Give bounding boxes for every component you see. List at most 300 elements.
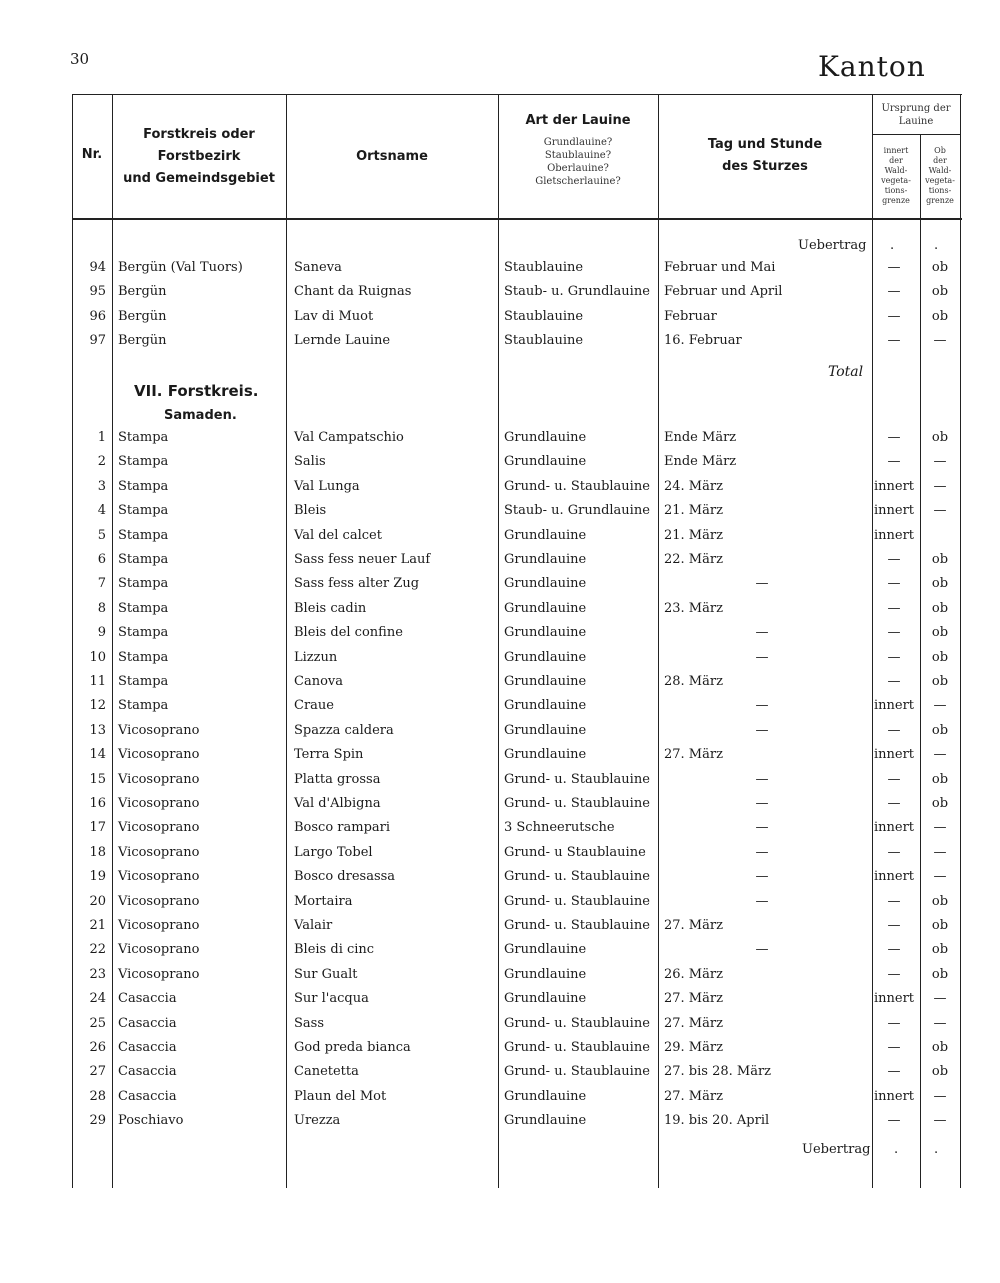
cell-art: Grund- u. Staublauine [504, 771, 650, 787]
cell-ortsname: Val d'Albigna [294, 796, 381, 811]
table-row [72, 1085, 962, 1109]
header-innert-3: Wald- [884, 166, 908, 175]
cell-innert: — [887, 796, 901, 811]
uebertrag-top-mark-ob: . [934, 238, 939, 253]
table-row [72, 450, 962, 474]
table-top-rule [72, 94, 962, 95]
table-row [72, 646, 962, 670]
cell-ortsname: Sass fess alter Zug [294, 576, 420, 592]
cell-ortsname: Bleis del confine [294, 625, 403, 641]
header-art-sub [498, 136, 658, 188]
cell-nr: 10 [89, 649, 106, 665]
table-row [72, 792, 962, 816]
cell-tag: 21. März [664, 503, 723, 519]
table-row [72, 548, 962, 572]
cell-nr: 11 [89, 674, 106, 689]
cell-forstkreis: Vicosoprano [118, 771, 200, 787]
cell-art: 3 Schneerutsche [504, 820, 615, 836]
cell-innert: — [887, 1040, 901, 1055]
table-row [72, 768, 962, 792]
cell-innert: — [887, 625, 901, 641]
cell-art: Grundlauine [504, 625, 587, 641]
cell-ob: ob [931, 284, 949, 300]
table-row [72, 329, 962, 353]
cell-tag: Februar und April [664, 284, 783, 300]
cell-art: Staublauine [504, 260, 584, 275]
cell-forstkreis: Casaccia [118, 1088, 177, 1104]
cell-ob: — [933, 333, 947, 349]
cell-forstkreis: Vicosoprano [118, 893, 200, 909]
cell-ortsname: Craue [294, 698, 334, 714]
cell-innert: innert [874, 1088, 915, 1104]
header-innert [872, 146, 920, 206]
cell-art: Grundlauine [504, 430, 587, 445]
cell-art: Staublauine [504, 333, 584, 349]
cell-forstkreis: Stampa [118, 552, 169, 567]
table-row [72, 719, 962, 743]
cell-tag: 22. März [664, 552, 723, 567]
cell-art: Staub- u. Grundlauine [504, 503, 650, 519]
header-art: Art der Lauine [525, 113, 631, 128]
cell-ortsname: Terra Spin [294, 747, 364, 763]
cell-art: Grund- u Staublauine [504, 844, 646, 860]
cell-ortsname: Valair [294, 918, 333, 933]
cell-ortsname: Bosco dresassa [294, 869, 396, 885]
cell-tag: — [755, 625, 769, 641]
header-art-sub-4: Gletscherlauine? [535, 176, 621, 187]
header-art-sub-1: Grundlauine? [543, 137, 613, 148]
cell-art: Staub- u. Grundlauine [504, 284, 650, 300]
cell-art: Grundlauine [504, 600, 587, 616]
cell-ortsname: Bleis [294, 503, 327, 519]
cell-forstkreis: Bergün [118, 308, 167, 324]
header-nr: Nr. [81, 147, 103, 162]
cell-tag: — [755, 649, 769, 665]
cell-ob: ob [931, 430, 949, 445]
cell-forstkreis: Bergün [118, 284, 167, 300]
cell-forstkreis: Vicosoprano [118, 747, 200, 763]
uebertrag-bottom: Uebertrag [802, 1142, 871, 1157]
cell-nr: 18 [89, 844, 106, 860]
table-row [72, 426, 962, 450]
cell-nr: 22 [89, 942, 106, 958]
cell-nr: 16 [89, 796, 106, 811]
cell-art: Grundlauine [504, 674, 587, 689]
cell-forstkreis: Stampa [118, 478, 169, 494]
cell-ortsname: Sur l'acqua [294, 991, 369, 1007]
cell-ob: ob [931, 674, 949, 689]
cell-art: Grundlauine [504, 966, 587, 982]
cell-art: Grundlauine [504, 722, 587, 738]
header-innert-2: der [889, 156, 903, 165]
table-row [72, 743, 962, 767]
cell-ob: ob [931, 918, 949, 933]
cell-nr: 12 [89, 698, 106, 714]
cell-nr: 28 [89, 1088, 106, 1104]
cell-tag: 27. März [664, 991, 723, 1007]
cell-nr: 27 [89, 1064, 106, 1080]
cell-nr: 14 [89, 747, 106, 763]
header-ob-1: Ob [934, 146, 946, 155]
table-row [72, 963, 962, 987]
cell-forstkreis: Vicosoprano [118, 796, 200, 811]
cell-innert: innert [874, 820, 915, 836]
cell-ortsname: Lizzun [294, 649, 338, 665]
cell-innert: — [887, 600, 901, 616]
cell-forstkreis: Vicosoprano [118, 820, 200, 836]
cell-tag: 27. März [664, 918, 723, 933]
table-row [72, 841, 962, 865]
cell-forstkreis: Casaccia [118, 1015, 177, 1031]
cell-ob: ob [931, 308, 949, 324]
header-tag [658, 134, 872, 178]
cell-tag: 27. März [664, 747, 723, 763]
table-row [72, 890, 962, 914]
cell-innert: — [887, 918, 901, 933]
cell-nr: 9 [97, 625, 106, 641]
header-tag-line2: des Sturzes [722, 159, 808, 174]
cell-innert: — [887, 1064, 901, 1080]
cell-ob: ob [931, 966, 949, 982]
header-ob-6: grenze [926, 196, 954, 205]
header-ob-2: der [933, 156, 947, 165]
cell-ob: — [933, 454, 947, 470]
table-row [72, 1012, 962, 1036]
page-number: 30 [70, 50, 90, 68]
uebertrag-bottom-mark-innert: . [894, 1142, 899, 1157]
cell-tag: 27. bis 28. März [664, 1064, 772, 1080]
cell-innert: innert [874, 503, 915, 519]
table-row [72, 597, 962, 621]
cell-nr: 24 [89, 991, 106, 1007]
cell-forstkreis: Vicosoprano [118, 869, 200, 885]
cell-innert: innert [874, 869, 915, 885]
cell-ob: ob [931, 796, 949, 811]
uebertrag-bottom-mark-ob: . [934, 1142, 939, 1157]
table-row [72, 1036, 962, 1060]
cell-art: Grundlauine [504, 1113, 587, 1129]
cell-art: Grund- u. Staublauine [504, 918, 650, 933]
table-row [72, 938, 962, 962]
cell-nr: 8 [97, 600, 106, 616]
header-art-sub-3: Oberlauine? [547, 163, 609, 174]
cell-forstkreis: Casaccia [118, 1040, 177, 1055]
cell-innert: — [887, 966, 901, 982]
header-art-sub-2: Staublauine? [544, 150, 612, 161]
cell-tag: 19. bis 20. April [664, 1113, 770, 1129]
table-row [72, 670, 962, 694]
cell-ortsname: Saneva [294, 260, 342, 275]
cell-ortsname: Lernde Lauine [294, 333, 391, 349]
cell-ob: ob [931, 771, 949, 787]
cell-ob: — [933, 503, 947, 519]
table-row [72, 1109, 962, 1133]
table-row [72, 694, 962, 718]
cell-forstkreis: Stampa [118, 527, 169, 543]
cell-forstkreis: Vicosoprano [118, 966, 200, 982]
cell-art: Grundlauine [504, 747, 587, 763]
cell-ob: ob [931, 1064, 949, 1080]
cell-ortsname: Canetetta [294, 1064, 359, 1080]
cell-innert: — [887, 430, 901, 445]
cell-nr: 96 [89, 308, 106, 324]
header-kreis [112, 124, 286, 190]
cell-ortsname: Urezza [294, 1113, 341, 1129]
cell-tag: — [755, 942, 769, 958]
cell-tag: Februar [664, 308, 717, 324]
cell-forstkreis: Vicosoprano [118, 844, 200, 860]
cell-forstkreis: Poschiavo [118, 1113, 184, 1129]
cell-nr: 25 [89, 1015, 106, 1031]
cell-art: Grundlauine [504, 454, 587, 470]
cell-ob: — [933, 747, 947, 763]
header-ursprung-line2: Lauine [898, 116, 934, 127]
cell-nr: 13 [89, 722, 106, 738]
cell-tag: 27. März [664, 1015, 723, 1031]
header-ursprung [872, 102, 960, 128]
header-ob-4: vegeta- [925, 176, 955, 185]
cell-art: Grund- u. Staublauine [504, 796, 650, 811]
cell-art: Grundlauine [504, 649, 587, 665]
cell-art: Grundlauine [504, 942, 587, 958]
cell-art: Grund- u. Staublauine [504, 893, 650, 909]
cell-ortsname: Bleis di cinc [294, 942, 375, 958]
cell-innert: — [887, 576, 901, 592]
cell-tag: — [755, 893, 769, 909]
cell-innert: — [887, 674, 901, 689]
cell-forstkreis: Casaccia [118, 991, 177, 1007]
cell-nr: 26 [89, 1040, 106, 1055]
cell-art: Grundlauine [504, 991, 587, 1007]
header-innert-5: tions- [884, 186, 908, 195]
cell-forstkreis: Bergün [118, 333, 167, 349]
cell-tag: — [755, 796, 769, 811]
cell-tag: 16. Februar [664, 333, 742, 349]
cell-ob: ob [931, 576, 949, 592]
cell-innert: — [887, 649, 901, 665]
header-ob [920, 146, 960, 206]
cell-nr: 6 [97, 552, 106, 567]
cell-ortsname: Platta grossa [294, 771, 381, 787]
cell-nr: 2 [97, 454, 106, 470]
cell-ortsname: God preda bianca [294, 1040, 411, 1055]
cell-nr: 17 [89, 820, 106, 836]
cell-ob: — [933, 869, 947, 885]
cell-forstkreis: Stampa [118, 576, 169, 592]
cell-innert: innert [874, 991, 915, 1007]
header-tag-line1: Tag und Stunde [707, 137, 823, 152]
cell-nr: 4 [97, 503, 106, 519]
cell-ortsname: Bosco rampari [294, 820, 391, 836]
cell-tag: — [755, 820, 769, 836]
cell-ob: — [933, 698, 947, 714]
cell-ob: ob [931, 600, 949, 616]
cell-ortsname: Val Lunga [294, 478, 360, 494]
uebertrag-top-mark-innert: . [890, 238, 895, 253]
header-ob-5: tions- [928, 186, 952, 195]
cell-ob: — [933, 1113, 947, 1129]
header-ob-3: Wald- [928, 166, 952, 175]
cell-forstkreis: Vicosoprano [118, 722, 200, 738]
table-row [72, 475, 962, 499]
cell-ortsname: Canova [294, 674, 343, 689]
avalanche-table [72, 94, 962, 1188]
cell-innert: innert [874, 698, 915, 714]
cell-forstkreis: Stampa [118, 649, 169, 665]
cell-art: Grundlauine [504, 698, 587, 714]
cell-nr: 29 [89, 1113, 106, 1129]
cell-innert: — [887, 942, 901, 958]
header-ort: Ortsname [356, 149, 428, 164]
table-row [72, 1060, 962, 1084]
cell-art: Grundlauine [504, 552, 587, 567]
cell-innert: — [887, 308, 901, 324]
cell-tag: — [755, 869, 769, 885]
cell-tag: 21. März [664, 527, 723, 543]
cell-ob: — [933, 844, 947, 860]
cell-forstkreis: Stampa [118, 600, 169, 616]
cell-tag: — [755, 576, 769, 592]
cell-ob: — [933, 478, 947, 494]
cell-innert: — [887, 1113, 901, 1129]
cell-innert: innert [874, 478, 915, 494]
cell-nr: 19 [89, 869, 106, 885]
cell-art: Grundlauine [504, 1088, 587, 1104]
uebertrag-top: Uebertrag [798, 238, 867, 253]
cell-ob: — [933, 991, 947, 1007]
cell-nr: 20 [89, 893, 106, 909]
header-innert-4: vegeta- [881, 176, 911, 185]
cell-tag: 23. März [664, 600, 723, 616]
cell-innert: innert [874, 527, 915, 543]
cell-forstkreis: Vicosoprano [118, 942, 200, 958]
cell-nr: 1 [97, 430, 106, 445]
cell-innert: — [887, 722, 901, 738]
header-bottom-rule [72, 218, 962, 220]
cell-forstkreis: Stampa [118, 430, 169, 445]
cell-tag: 28. März [664, 674, 723, 689]
total-label: Total [828, 364, 864, 380]
cell-innert: — [887, 284, 901, 300]
cell-ortsname: Bleis cadin [294, 600, 367, 616]
cell-forstkreis: Stampa [118, 454, 169, 470]
cell-ob: — [933, 820, 947, 836]
cell-ob: ob [931, 942, 949, 958]
header-kreis-line2: Forstbezirk [157, 149, 241, 164]
cell-forstkreis: Stampa [118, 625, 169, 641]
table-row [72, 621, 962, 645]
cell-ob: ob [931, 722, 949, 738]
cell-ortsname: Largo Tobel [294, 844, 373, 860]
cell-ob: — [933, 1088, 947, 1104]
cell-tag: 24. März [664, 478, 723, 494]
cell-tag: Ende März [664, 430, 737, 445]
cell-ortsname: Val del calcet [294, 527, 382, 543]
header-innert-1: innert [883, 146, 909, 155]
cell-tag: — [755, 844, 769, 860]
header-innert-6: grenze [882, 196, 910, 205]
cell-nr: 7 [97, 576, 106, 592]
cell-tag: — [755, 771, 769, 787]
cell-innert: — [887, 552, 901, 567]
cell-tag: — [755, 698, 769, 714]
cell-tag: 26. März [664, 966, 723, 982]
table-row [72, 280, 962, 304]
cell-ortsname: Chant da Ruignas [294, 284, 412, 300]
cell-nr: 94 [89, 260, 106, 275]
cell-innert: — [887, 333, 901, 349]
table-row [72, 499, 962, 523]
cell-forstkreis: Bergün (Val Tuors) [118, 260, 243, 275]
cell-nr: 23 [89, 966, 106, 982]
cell-art: Grund- u. Staublauine [504, 869, 650, 885]
cell-ortsname: Sur Gualt [294, 966, 358, 982]
cell-ortsname: Mortaira [294, 893, 353, 909]
table-row [72, 987, 962, 1011]
cell-nr: 15 [89, 771, 106, 787]
cell-art: Grundlauine [504, 527, 587, 543]
cell-innert: — [887, 260, 901, 275]
table-row [72, 305, 962, 329]
cell-nr: 95 [89, 284, 106, 300]
cell-forstkreis: Casaccia [118, 1064, 177, 1080]
cell-art: Staublauine [504, 308, 584, 324]
table-row [72, 914, 962, 938]
cell-ortsname: Lav di Muot [294, 308, 374, 324]
cell-ortsname: Sass [294, 1015, 324, 1031]
cell-nr: 3 [97, 478, 106, 494]
page-title: Kanton [818, 50, 926, 83]
header-kreis-line3: und Gemeindsgebiet [123, 171, 275, 186]
cell-forstkreis: Vicosoprano [118, 918, 200, 933]
cell-forstkreis: Stampa [118, 698, 169, 714]
cell-ortsname: Salis [294, 454, 326, 470]
cell-ob: ob [931, 893, 949, 909]
cell-innert: — [887, 1015, 901, 1031]
cell-innert: — [887, 771, 901, 787]
cell-tag: 29. März [664, 1040, 723, 1055]
header-ursprung-line1: Ursprung der [881, 103, 951, 114]
table-row [72, 256, 962, 280]
cell-tag: Februar und Mai [664, 260, 776, 275]
section-title: VII. Forstkreis. [134, 382, 259, 400]
cell-ob: — [933, 1015, 947, 1031]
table-row [72, 524, 962, 548]
cell-ob: ob [931, 1040, 949, 1055]
ursprung-divider [872, 134, 960, 135]
cell-innert: innert [874, 747, 915, 763]
cell-tag: Ende März [664, 454, 737, 470]
cell-ortsname: Sass fess neuer Lauf [294, 552, 431, 567]
cell-tag: — [755, 722, 769, 738]
cell-forstkreis: Stampa [118, 674, 169, 689]
table-row [72, 865, 962, 889]
cell-ob: ob [931, 649, 949, 665]
cell-art: Grund- u. Staublauine [504, 1040, 650, 1055]
cell-innert: — [887, 893, 901, 909]
cell-tag: 27. März [664, 1088, 723, 1104]
cell-art: Grund- u. Staublauine [504, 1064, 650, 1080]
header-kreis-line1: Forstkreis oder [143, 127, 255, 142]
section-subtitle: Samaden. [164, 408, 237, 423]
table-row [72, 816, 962, 840]
cell-nr: 5 [97, 527, 106, 543]
cell-ortsname: Plaun del Mot [294, 1088, 387, 1104]
cell-ortsname: Val Campatschio [294, 430, 404, 445]
cell-innert: — [887, 844, 901, 860]
cell-ob: ob [931, 552, 949, 567]
cell-nr: 97 [89, 333, 106, 349]
